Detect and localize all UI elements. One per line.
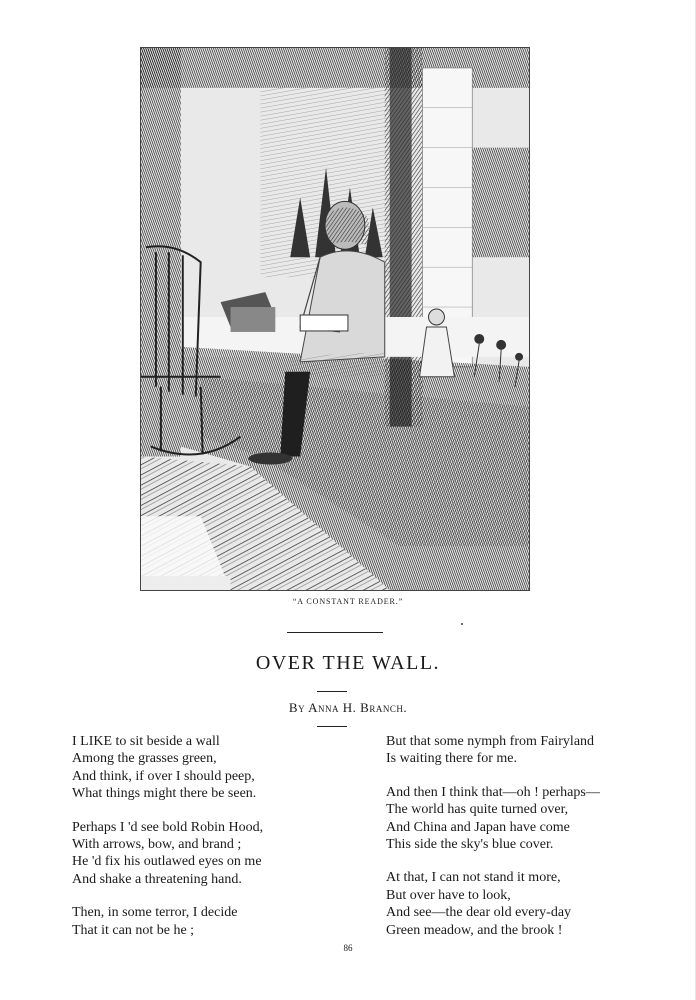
verse-line: I LIKE to sit beside a wall <box>72 734 220 749</box>
byline-rule-top <box>317 691 347 692</box>
poem-left-column <box>72 733 352 955</box>
illustration-engraving <box>140 47 530 591</box>
stanza <box>386 733 666 768</box>
verse-line: And see—the dear old every-day <box>386 905 572 921</box>
byline-rule-bottom <box>317 726 347 727</box>
verse-line: And China and Japan have come <box>386 819 570 835</box>
verse-line: He 'd fix his outlawed eyes on me <box>72 854 262 870</box>
title-rule-top <box>287 632 383 633</box>
verse-line: Perhaps I 'd see bold Robin Hood, <box>72 819 264 835</box>
verse-line: And think, if over I should peep, <box>72 768 255 784</box>
verse-line: And then I think that—oh ! perhaps— <box>386 784 600 800</box>
verse-line: What things might there be seen. <box>72 786 257 802</box>
page-number: 86 <box>343 943 353 953</box>
verse-line: But that some nymph from Fairyland <box>386 734 595 749</box>
stanza <box>386 784 666 854</box>
poem-title: OVER THE WALL. <box>255 652 441 674</box>
poem-byline: By Anna H. Branch. <box>288 700 408 715</box>
stanza <box>72 904 352 939</box>
verse-line: Green meadow, and the brook ! <box>386 922 563 938</box>
verse-line: Then, in some terror, I decide <box>72 905 238 921</box>
verse-line: Among the grasses green, <box>72 751 217 767</box>
girl-reading-on-porch-engraving <box>141 48 529 590</box>
verse-line: And shake a threatening hand. <box>72 871 242 887</box>
verse-line: But over have to look, <box>386 887 511 903</box>
poem-right-column <box>386 733 666 955</box>
ink-speck <box>461 623 463 625</box>
illustration-caption: “A CONSTANT READER.” <box>292 597 404 606</box>
verse-line: With arrows, bow, and brand ; <box>72 837 242 853</box>
stanza <box>72 819 352 889</box>
stanza <box>386 869 666 939</box>
stanza <box>72 733 352 803</box>
verse-line: At that, I can not stand it more, <box>386 870 561 886</box>
verse-line: That it can not be he ; <box>72 922 195 938</box>
verse-line: The world has quite turned over, <box>386 802 569 818</box>
verse-line: This side the sky's blue cover. <box>386 837 554 853</box>
verse-line: Is waiting there for me. <box>386 751 518 767</box>
